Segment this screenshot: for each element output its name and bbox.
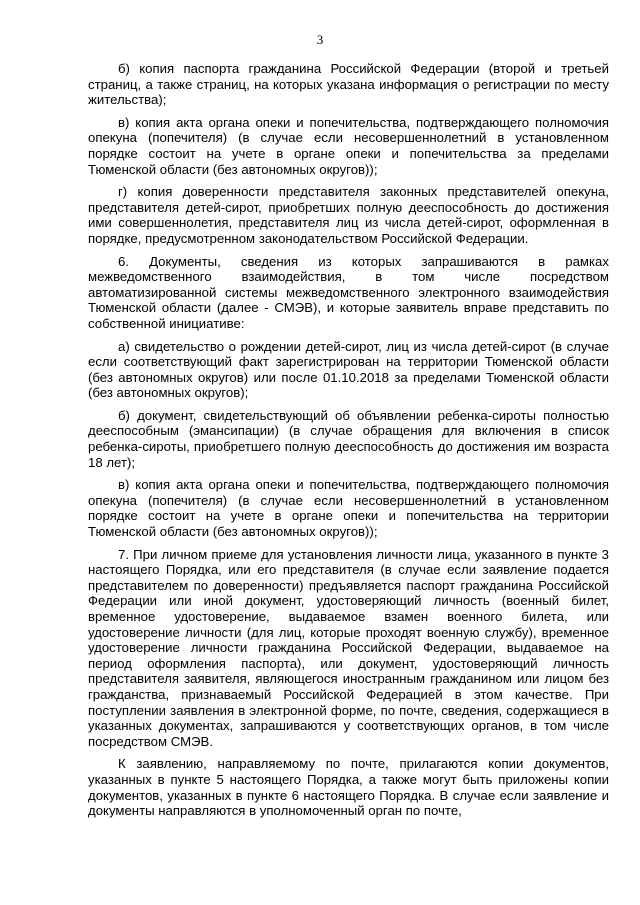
paragraph-6v-guardianship-act: в) копия акта органа опеки и попечительства, подтверждающего полномочия опекуна (попечителя) (в случае если несовершеннолетний в установленном порядке состоит на учете в органе опеки и попечительства на территории Тюменской области (без автономных округов)); <box>88 477 609 540</box>
paragraph-2g-power-of-attorney: г) копия доверенности представителя законных представителей опекуна, представителя детей-сирот, приобретших полную дееспособность до достижения ими совершеннолетия, представителя лиц из числа детей-сирот, оформленная в порядке, предусмотренном законодательством Российской Федерации. <box>88 184 609 246</box>
paragraph-mail-submission: К заявлению, направляемому по почте, прилагаются копии документов, указанных в пункте 5 настоящего Порядка, а также могут быть приложены копии документов, указанных в пункте 6 настоящего Порядка. В случае если заявление и документы направляются в уполномоченный орган по почте, <box>88 756 609 819</box>
page-number: 3 <box>316 32 324 47</box>
paragraph-2v-guardianship-act: в) копия акта органа опеки и попечительства, подтверждающего полномочия опекуна (попечителя) (в случае если несовершеннолетний в установленном порядке состоит на учете в органе опеки и попечительства за пределами Тюменской области (без автономных округов)); <box>88 114 609 177</box>
paragraph-2b-passport-copy: б) копия паспорта гражданина Российской Федерации (второй и третьей страниц, а также страниц, на которых указана информация о регистрации по месту жительства); <box>88 61 609 108</box>
paragraph-6-interagency-documents: 6. Документы, сведения из которых запрашиваются в рамках межведомственного взаимодействия, в том числе посредством автоматизированной системы межведомственного электронного взаимодействия Тюменской области (далее - СМЭВ), и которые заявитель вправе представить по собственной инициативе: <box>88 253 609 331</box>
paragraph-6b-emancipation-document: б) документ, свидетельствующий об объявлении ребенка-сироты полностью дееспособным (эмансипации) (в случае обращения для включения в список ребенка-сироты, приобретшего полную дееспособность до достижения им возраста 18 лет); <box>88 407 609 470</box>
document-body <box>88 61 609 826</box>
paragraph-7-identity-verification: 7. При личном приеме для установления личности лица, указанного в пункте 3 настоящего Порядка, или его представителя (в случае если заявление подается представителем по доверенности) предъявляется паспорт гражданина Российской Федерации или иной документ, удостоверяющий личность (военный билет, временное удостоверение, выдаваемое взамен военного билета, или удостоверение личности (для лиц, которые проходят военную службу), временное удостоверение личности гражданина Российской Федерации, выдаваемое на период оформления паспорта), или документ, удостоверяющий личность представителя заявителя, являющегося иностранным гражданином или лицом без гражданства, признаваемый Российской Федерацией в этом качестве. При поступлении заявления в электронной форме, по почте, сведения, содержащиеся в указанных документах, запрашиваются у соответствующих органов, в том числе посредством СМЭВ. <box>88 546 609 749</box>
paragraph-6a-birth-certificate: а) свидетельство о рождении детей-сирот, лиц из числа детей-сирот (в случае если соответствующий факт зарегистрирован на территории Тюменской области (без автономных округов) или после 01.10.2018 за пределами Тюменской области (без автономных округов); <box>88 338 609 401</box>
